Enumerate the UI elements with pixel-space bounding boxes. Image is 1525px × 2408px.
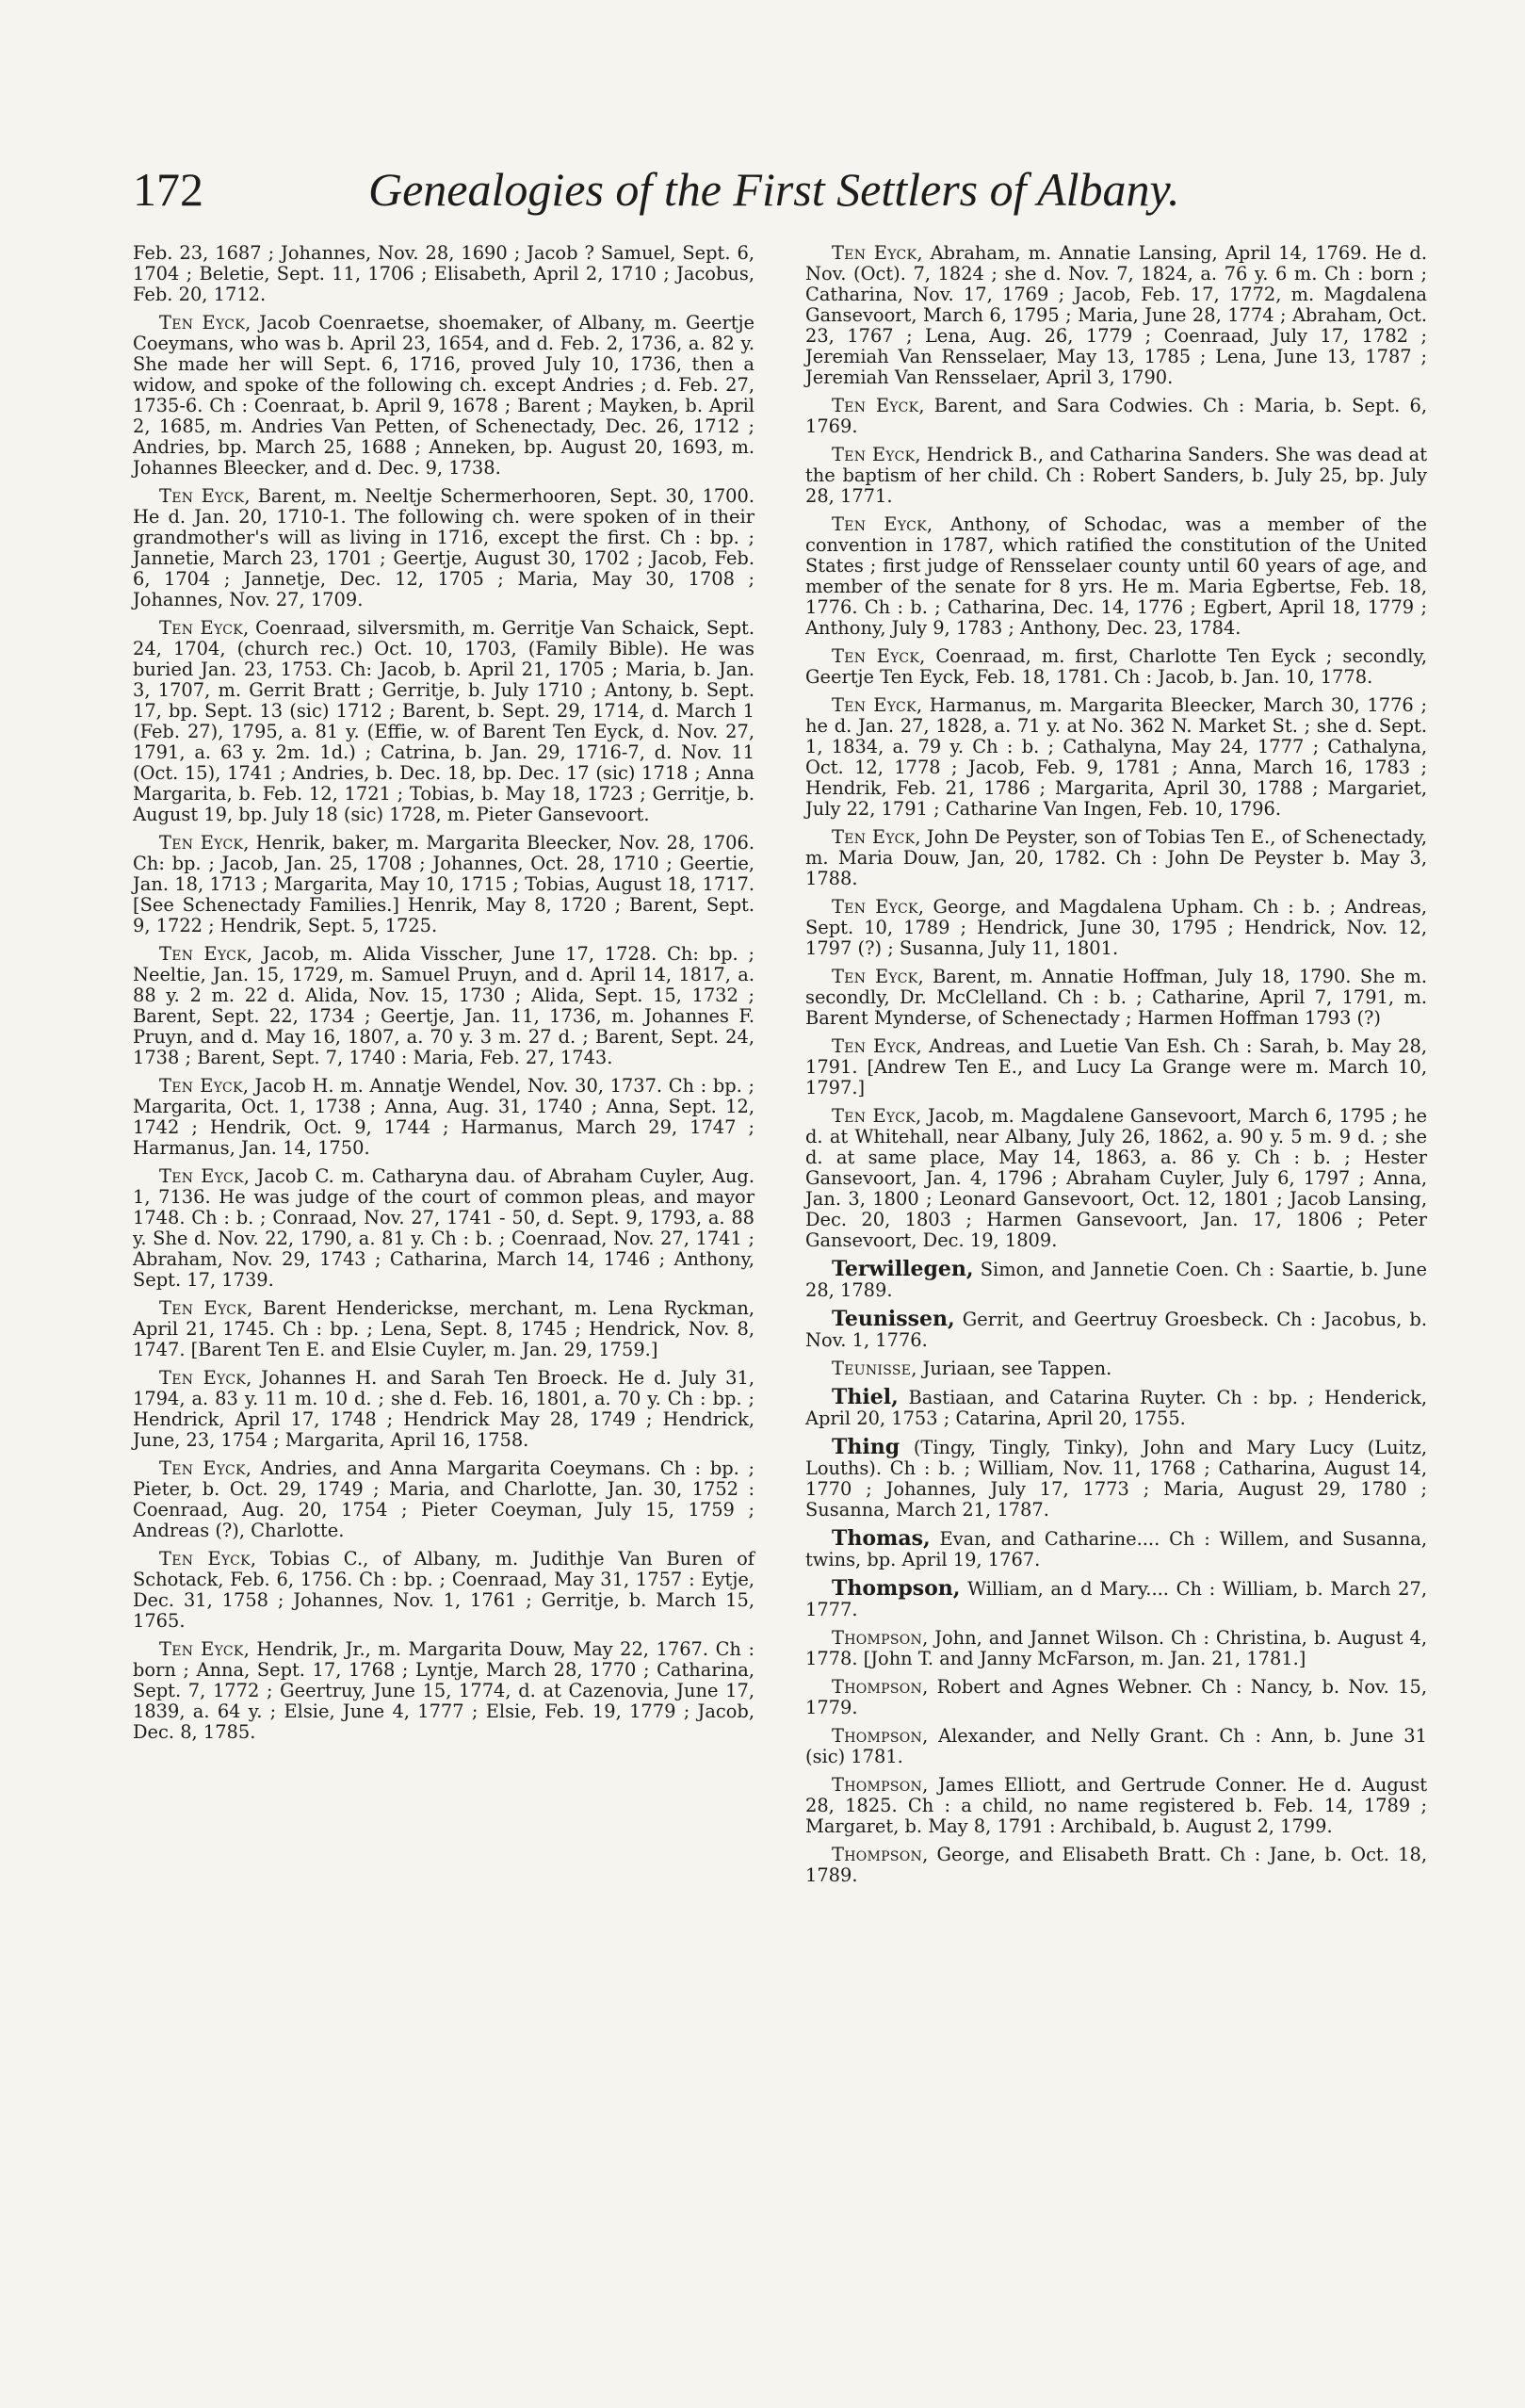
entry-text: , Anthony, of Schodac, was a member of the convention in 1787, which ratified the constitution of the United States ; first judge of Rensselaer county until 60 years of age, and member of the senate for 8 yrs. He m. Maria Egbertse, Feb. 18, 1776. Ch : b. ; Catharina, Dec. 14, 1776 ; Egbert, April 18, 1779 ; Anthony, July 9, 1783 ; Anthony, Dec. 23, 1784. — [805, 513, 1427, 639]
entry-text: Gerrit, and Geertruy Groesbeck. Ch : Jacobus, b. Nov. 1, 1776. — [805, 1309, 1427, 1351]
genealogy-entry — [805, 1726, 1427, 1767]
entry-surname: Thiel, — [832, 1385, 899, 1409]
entry-surname: Ten Eyck — [159, 617, 244, 639]
genealogy-entry — [133, 1298, 754, 1360]
entry-surname: Thompson — [832, 1725, 923, 1747]
genealogy-entry — [133, 618, 754, 825]
entry-text: , George, and Elisabeth Bratt. Ch : Jane, b. Oct. 18, 1789. — [805, 1844, 1427, 1886]
genealogy-entry — [805, 1437, 1427, 1521]
entry-text: , James Elliott, and Gertrude Conner. He d. August 28, 1825. Ch : a child, no name registered b. Feb. 14, 1789 ; Margaret, b. May 8, 1791 : Archibald, b. August 2, 1799. — [805, 1774, 1427, 1837]
entry-surname: Ten Eyck — [832, 896, 918, 918]
entry-text: , Johannes H. and Sarah Ten Broeck. He d. July 31, 1794, a. 83 y. 11 m. 10 d. ; she d. Feb. 16, 1801, a. 70 y. Ch : bp. ; Hendrick, April 17, 1748 ; Hendrick May 28, 1749 ; Hendrick, June, 23, 1754 ; Margarita, April 16, 1758. — [133, 1367, 754, 1451]
genealogy-entry — [133, 1368, 754, 1451]
page-header — [133, 156, 1395, 222]
genealogy-entry — [805, 1528, 1427, 1570]
genealogy-entry — [805, 1628, 1427, 1669]
genealogy-entry — [805, 646, 1427, 688]
entry-surname: Ten Eyck — [159, 1548, 251, 1570]
entry-surname: Terwillegen, — [832, 1257, 974, 1281]
entry-surname: Ten Eyck — [159, 1075, 243, 1097]
entry-text: , Harmanus, m. Margarita Bleecker, March 30, 1776 ; he d. Jan. 27, 1828, a. 71 y. at No. 362 N. Market St. ; she d. Sept. 1, 1834, a. 79 y. Ch : b. ; Cathalyna, May 24, 1777 ; Cathalyna, Oct. 12, 1778 ; Jacob, Feb. 9, 1781 ; Anna, March 16, 1783 ; Hendrik, Feb. 21, 1786 ; Margarita, April 30, 1788 ; Margariet, July 22, 1791 ; Catharine Van Ingen, Feb. 10, 1796. — [805, 694, 1428, 820]
entry-text: , John, and Jannet Wilson. Ch : Christina, b. August 4, 1778. [John T. and Janny McFarson, m. Jan. 21, 1781.] — [805, 1627, 1427, 1669]
genealogy-entry — [805, 1359, 1427, 1379]
genealogy-entry — [133, 1458, 754, 1541]
entry-surname: Ten Eyck — [159, 1165, 244, 1187]
entry-text: , Andreas, and Luetie Van Esh. Ch : Sarah, b. May 28, 1791. [Andrew Ten E., and Lucy La Grange were m. March 10, 1797.] — [805, 1035, 1427, 1098]
genealogy-entry — [805, 1309, 1427, 1351]
entry-surname: Ten Eyck — [159, 1638, 244, 1660]
genealogy-entry — [133, 1549, 754, 1632]
entry-text: , Jacob C. m. Catharyna dau. of Abraham Cuyler, Aug. 1, 7136. He was judge of the court of common pleas, and mayor 1748. Ch : b. ; Conraad, Nov. 27, 1741 - 50, d. Sept. 9, 1793, a. 88 y. She d. Nov. 22, 1790, a. 81 y. Ch : b. ; Coenraad, Nov. 27, 1741 ; Abraham, Nov. 29, 1743 ; Catharina, March 14, 1746 ; Anthony, Sept. 17, 1739. — [133, 1165, 754, 1291]
entry-surname: Ten Eyck — [159, 1297, 248, 1319]
entry-text: , Coenraad, m. first, Charlotte Ten Eyck ; secondly, Geertje Ten Eyck, Feb. 18, 1781. Ch : Jacob, b. Jan. 10, 1778. — [805, 645, 1427, 688]
genealogy-entry — [805, 396, 1427, 437]
entry-surname: Ten Eyck — [159, 485, 245, 507]
genealogy-entry — [805, 1578, 1427, 1620]
entry-surname: Ten Eyck — [832, 444, 916, 465]
entry-text: , George, and Magdalena Upham. Ch : b. ; Andreas, Sept. 10, 1789 ; Hendrick, June 30, 1795 ; Hendrick, Nov. 12, 1797 (?) ; Susanna, July 11, 1801. — [805, 896, 1428, 959]
entry-text: , Tobias C., of Albany, m. Judithje Van Buren of Schotack, Feb. 6, 1756. Ch : bp. ; Coenraad, May 31, 1757 : Eytje, Dec. 31, 1758 ; Johannes, Nov. 1, 1761 ; Gerritje, b. March 15, 1765. — [133, 1548, 754, 1632]
entry-text: , Hendrick B., and Catharina Sanders. She was dead at the baptism of her child. Ch : Robert Sanders, b. July 25, bp. July 28, 1771. — [805, 444, 1427, 507]
entry-surname: Thompson — [832, 1627, 923, 1649]
genealogy-entry — [133, 486, 754, 610]
genealogy-entry — [805, 967, 1427, 1029]
entry-text: , Robert and Agnes Webner. Ch : Nancy, b. Nov. 15, 1779. — [805, 1676, 1427, 1718]
right-column — [805, 243, 1427, 1894]
entry-text: Feb. 23, 1687 ; Johannes, Nov. 28, 1690 ; Jacob ? Samuel, Sept. 6, 1704 ; Beletie, Sept. 11, 1706 ; Elisabeth, April 2, 1710 ; Jacobus, Feb. 20, 1712. — [133, 242, 754, 305]
genealogy-entry — [133, 1076, 754, 1159]
genealogy-entry — [133, 313, 754, 479]
entry-surname: Thompson — [832, 1774, 923, 1796]
genealogy-entry — [133, 1166, 754, 1291]
genealogy-entry — [805, 897, 1427, 959]
entry-surname: Thompson — [832, 1844, 923, 1865]
entry-text: , Henrik, baker, m. Margarita Bleecker, Nov. 28, 1706. Ch: bp. ; Jacob, Jan. 25, 1708 ; Johannes, Oct. 28, 1710 ; Geertie, Jan. 18, 1713 ; Margarita, May 10, 1715 ; Tobias, August 18, 1717. [See Schenectady Families.] Henrik, May 8, 1720 ; Barent, Sept. 9, 1722 ; Hendrik, Sept. 5, 1725. — [133, 832, 755, 936]
entry-text: , Andries, and Anna Margarita Coeymans. Ch : bp. ; Pieter, b. Oct. 29, 1749 ; Maria, and Charlotte, Jan. 30, 1752 : Coenraad, Aug. 20, 1754 ; Pieter Coeyman, July 15, 1759 ; Andreas (?), Charlotte. — [133, 1457, 754, 1541]
genealogy-entry — [133, 243, 754, 305]
entry-surname: Ten Eyck — [832, 1035, 917, 1057]
entry-surname: Ten Eyck — [159, 1457, 246, 1479]
entry-surname: Ten Eyck — [159, 312, 246, 334]
entry-surname: Ten Eyck — [832, 694, 917, 716]
entry-text: (Tingy, Tingly, Tinky), John and Mary Lucy (Luitz, Louths). Ch : b. ; William, Nov. 11, 1768 ; Catharina, August 14, 1770 ; Johannes, July 17, 1773 ; Maria, August 29, 1780 ; Susanna, March 21, 1787. — [805, 1437, 1427, 1521]
entry-text: Evan, and Catharine.... Ch : Willem, and Susanna, twins, bp. April 19, 1767. — [805, 1528, 1427, 1570]
entry-surname: Ten Eyck — [159, 1367, 247, 1389]
genealogy-entry — [805, 514, 1427, 639]
genealogy-entry — [805, 1036, 1427, 1098]
genealogy-entry — [805, 1677, 1427, 1718]
entry-text: , Alexander, and Nelly Grant. Ch : Ann, b. June 31 (sic) 1781. — [805, 1725, 1427, 1767]
entry-text: , Hendrik, Jr., m. Margarita Douw, May 22, 1767. Ch : born ; Anna, Sept. 17, 1768 ; Lyntje, March 28, 1770 ; Catharina, Sept. 7, 1772 ; Geertruy, June 15, 1774, d. at Cazenovia, June 17, 1839, a. 64 y. ; Elsie, June 4, 1777 ; Elsie, Feb. 19, 1779 ; Jacob, Dec. 8, 1785. — [133, 1638, 754, 1743]
entry-text: , Coenraad, silversmith, m. Gerritje Van Schaick, Sept. 24, 1704, (church rec.) Oct. 10, 1703, (Family Bible). He was buried Jan. 23, 1753. Ch: Jacob, b. April 21, 1705 ; Maria, b. Jan. 3, 1707, m. Gerrit Bratt ; Gerritje, b. July 1710 ; Antony, b. Sept. 17, bp. Sept. 13 (sic) 1712 ; Barent, b. Sept. 29, 1714, d. March 1 (Feb. 27), 1795, a. 81 y. (Effie, w. of Barent Ten Eyck, d. Nov. 27, 1791, a. 63 y. 2m. 1d.) ; Catrina, b. Jan. 29, 1716-7, d. Nov. 11 (Oct. 15), 1741 ; Andries, b. Dec. 18, bp. Dec. 17 (sic) 1718 ; Anna Margarita, b. Feb. 12, 1721 ; Tobias, b. May 18, 1723 ; Gerritje, b. August 19, bp. July 18 (sic) 1728, m. Pieter Gansevoort. — [133, 617, 754, 825]
entry-surname: Ten Eyck — [832, 1105, 916, 1127]
genealogy-entry — [805, 445, 1427, 507]
genealogy-entry — [805, 1259, 1427, 1301]
running-title: Genealogies of the First Settlers of Albany. — [368, 163, 1180, 216]
genealogy-entry — [805, 695, 1427, 820]
genealogy-entry — [805, 1106, 1427, 1251]
entry-surname: Ten Eyck — [832, 395, 919, 416]
entry-surname: Thompson — [832, 1676, 923, 1698]
entry-text: , John De Peyster, son of Tobias Ten E., of Schenectady, m. Maria Douw, Jan, 20, 1782. Ch : John De Peyster b. May 3, 1788. — [805, 826, 1427, 889]
entry-surname: Ten Eyck — [159, 943, 247, 965]
entry-text: , Juriaan, see Tappen. — [911, 1358, 1112, 1379]
genealogy-entry — [805, 1845, 1427, 1886]
genealogy-entry — [805, 243, 1427, 388]
entry-text: , Jacob H. m. Annatje Wendel, Nov. 30, 1737. Ch : bp. ; Margarita, Oct. 1, 1738 ; Anna, Aug. 31, 1740 ; Anna, Sept. 12, 1742 ; Hendrik, Oct. 9, 1744 ; Harmanus, March 29, 1747 ; Harmanus, Jan. 14, 1750. — [133, 1075, 754, 1159]
genealogy-entry — [133, 833, 754, 936]
entry-surname: Thompson, — [832, 1576, 961, 1601]
entry-text: , Barent, and Sara Codwies. Ch : Maria, b. Sept. 6, 1769. — [805, 395, 1428, 437]
entry-text: , Barent, m. Neeltje Schermerhooren, Sept. 30, 1700. He d. Jan. 20, 1710-1. The following ch. were spoken of in their grandmother's will as living in 1716, except the first. Ch : bp. ; Jannetie, March 23, 1701 ; Geertje, August 30, 1702 ; Jacob, Feb. 6, 1704 ; Jannetje, Dec. 12, 1705 ; Maria, May 30, 1708 ; Johannes, Nov. 27, 1709. — [133, 485, 754, 610]
entry-text: , Barent, m. Annatie Hoffman, July 18, 1790. She m. secondly, Dr. McClelland. Ch : b. ; Catharine, April 7, 1791, m. Barent Mynderse, of Schenectady ; Harmen Hoffman 1793 (?) — [805, 966, 1427, 1029]
page-number: 172 — [133, 163, 203, 216]
entry-surname: Teunissen, — [832, 1307, 955, 1331]
entry-surname: Thomas, — [832, 1526, 931, 1551]
entry-text: , Jacob, m. Alida Visscher, June 17, 1728. Ch: bp. ; Neeltie, Jan. 15, 1729, m. Samuel Pruyn, and d. April 14, 1817, a. 88 y. 2 m. 22 d. Alida, Nov. 15, 1730 ; Alida, Sept. 15, 1732 ; Barent, Sept. 22, 1734 ; Geertje, Jan. 11, 1736, m. Johannes F. Pruyn, and d. May 16, 1807, a. 70 y. 3 m. 27 d. ; Barent, Sept. 24, 1738 ; Barent, Sept. 7, 1740 : Maria, Feb. 27, 1743. — [133, 943, 754, 1068]
genealogy-entry — [805, 827, 1427, 889]
genealogy-entry — [805, 1775, 1427, 1837]
entry-text: Bastiaan, and Catarina Ruyter. Ch : bp. ; Henderick, April 20, 1753 ; Catarina, April 20, 1755. — [805, 1387, 1427, 1429]
genealogy-entry — [133, 944, 754, 1068]
entry-text: , Jacob, m. Magdalene Gansevoort, March 6, 1795 ; he d. at Whitehall, near Albany, July 26, 1862, a. 90 y. 5 m. 9 d. ; she d. at same place, May 14, 1863, a. 86 y. Ch : b. ; Hester Gansevoort, Jan. 4, 1796 ; Abraham Cuyler, July 6, 1797 ; Anna, Jan. 3, 1800 ; Leonard Gansevoort, Oct. 12, 1801 ; Jacob Lansing, Dec. 20, 1803 ; Harmen Gansevoort, Jan. 17, 1806 ; Peter Gansevoort, Dec. 19, 1809. — [805, 1105, 1427, 1251]
genealogy-entry — [133, 1639, 754, 1743]
left-column — [133, 243, 754, 1750]
genealogy-entry — [805, 1387, 1427, 1429]
entry-surname: Ten Eyck — [832, 826, 916, 848]
entry-surname: Ten Eyck — [832, 966, 918, 987]
entry-surname: Ten Eyck — [832, 513, 927, 535]
entry-surname: Teunisse — [832, 1358, 912, 1379]
entry-text: , Jacob Coenraetse, shoemaker, of Albany, m. Geertje Coeymans, who was b. April 23, 1654, and d. Feb. 2, 1736, a. 82 y. She made her will Sept. 6, 1716, proved July 10, 1736, then a widow, and spoke of the following ch. except Andries ; d. Feb. 27, 1735-6. Ch : Coenraat, b. April 9, 1678 ; Barent ; Mayken, b. April 2, 1685, m. Andries Van Petten, of Schenectady, Dec. 26, 1712 ; Andries, bp. March 25, 1688 ; Anneken, bp. August 20, 1693, m. Johannes Bleecker, and d. Dec. 9, 1738. — [133, 312, 754, 479]
entry-text: William, an d Mary.... Ch : William, b. March 27, 1777. — [805, 1578, 1427, 1620]
entry-text: , Abraham, m. Annatie Lansing, April 14, 1769. He d. Nov. (Oct). 7, 1824 ; she d. Nov. 7, 1824, a. 76 y. 6 m. Ch : born ; Catharina, Nov. 17, 1769 ; Jacob, Feb. 17, 1772, m. Magdalena Gansevoort, March 6, 1795 ; Maria, June 28, 1774 ; Abraham, Oct. 23, 1767 ; Lena, Aug. 26, 1779 ; Coenraad, July 17, 1782 ; Jeremiah Van Rensselaer, May 13, 1785 ; Lena, June 13, 1787 ; Jeremiah Van Rensselaer, April 3, 1790. — [805, 242, 1427, 388]
entry-text: Simon, and Jannetie Coen. Ch : Saartie, b. June 28, 1789. — [805, 1259, 1427, 1301]
entry-surname: Ten Eyck — [832, 242, 917, 264]
entry-surname: Thing — [832, 1435, 900, 1459]
entry-surname: Ten Eyck — [159, 832, 244, 854]
entry-surname: Ten Eyck — [832, 645, 920, 667]
entry-text: , Barent Henderickse, merchant, m. Lena Ryckman, April 21, 1745. Ch : bp. ; Lena, Sept. 8, 1745 ; Hendrick, Nov. 8, 1747. [Barent Ten E. and Elsie Cuyler, m. Jan. 29, 1759.] — [133, 1297, 754, 1360]
